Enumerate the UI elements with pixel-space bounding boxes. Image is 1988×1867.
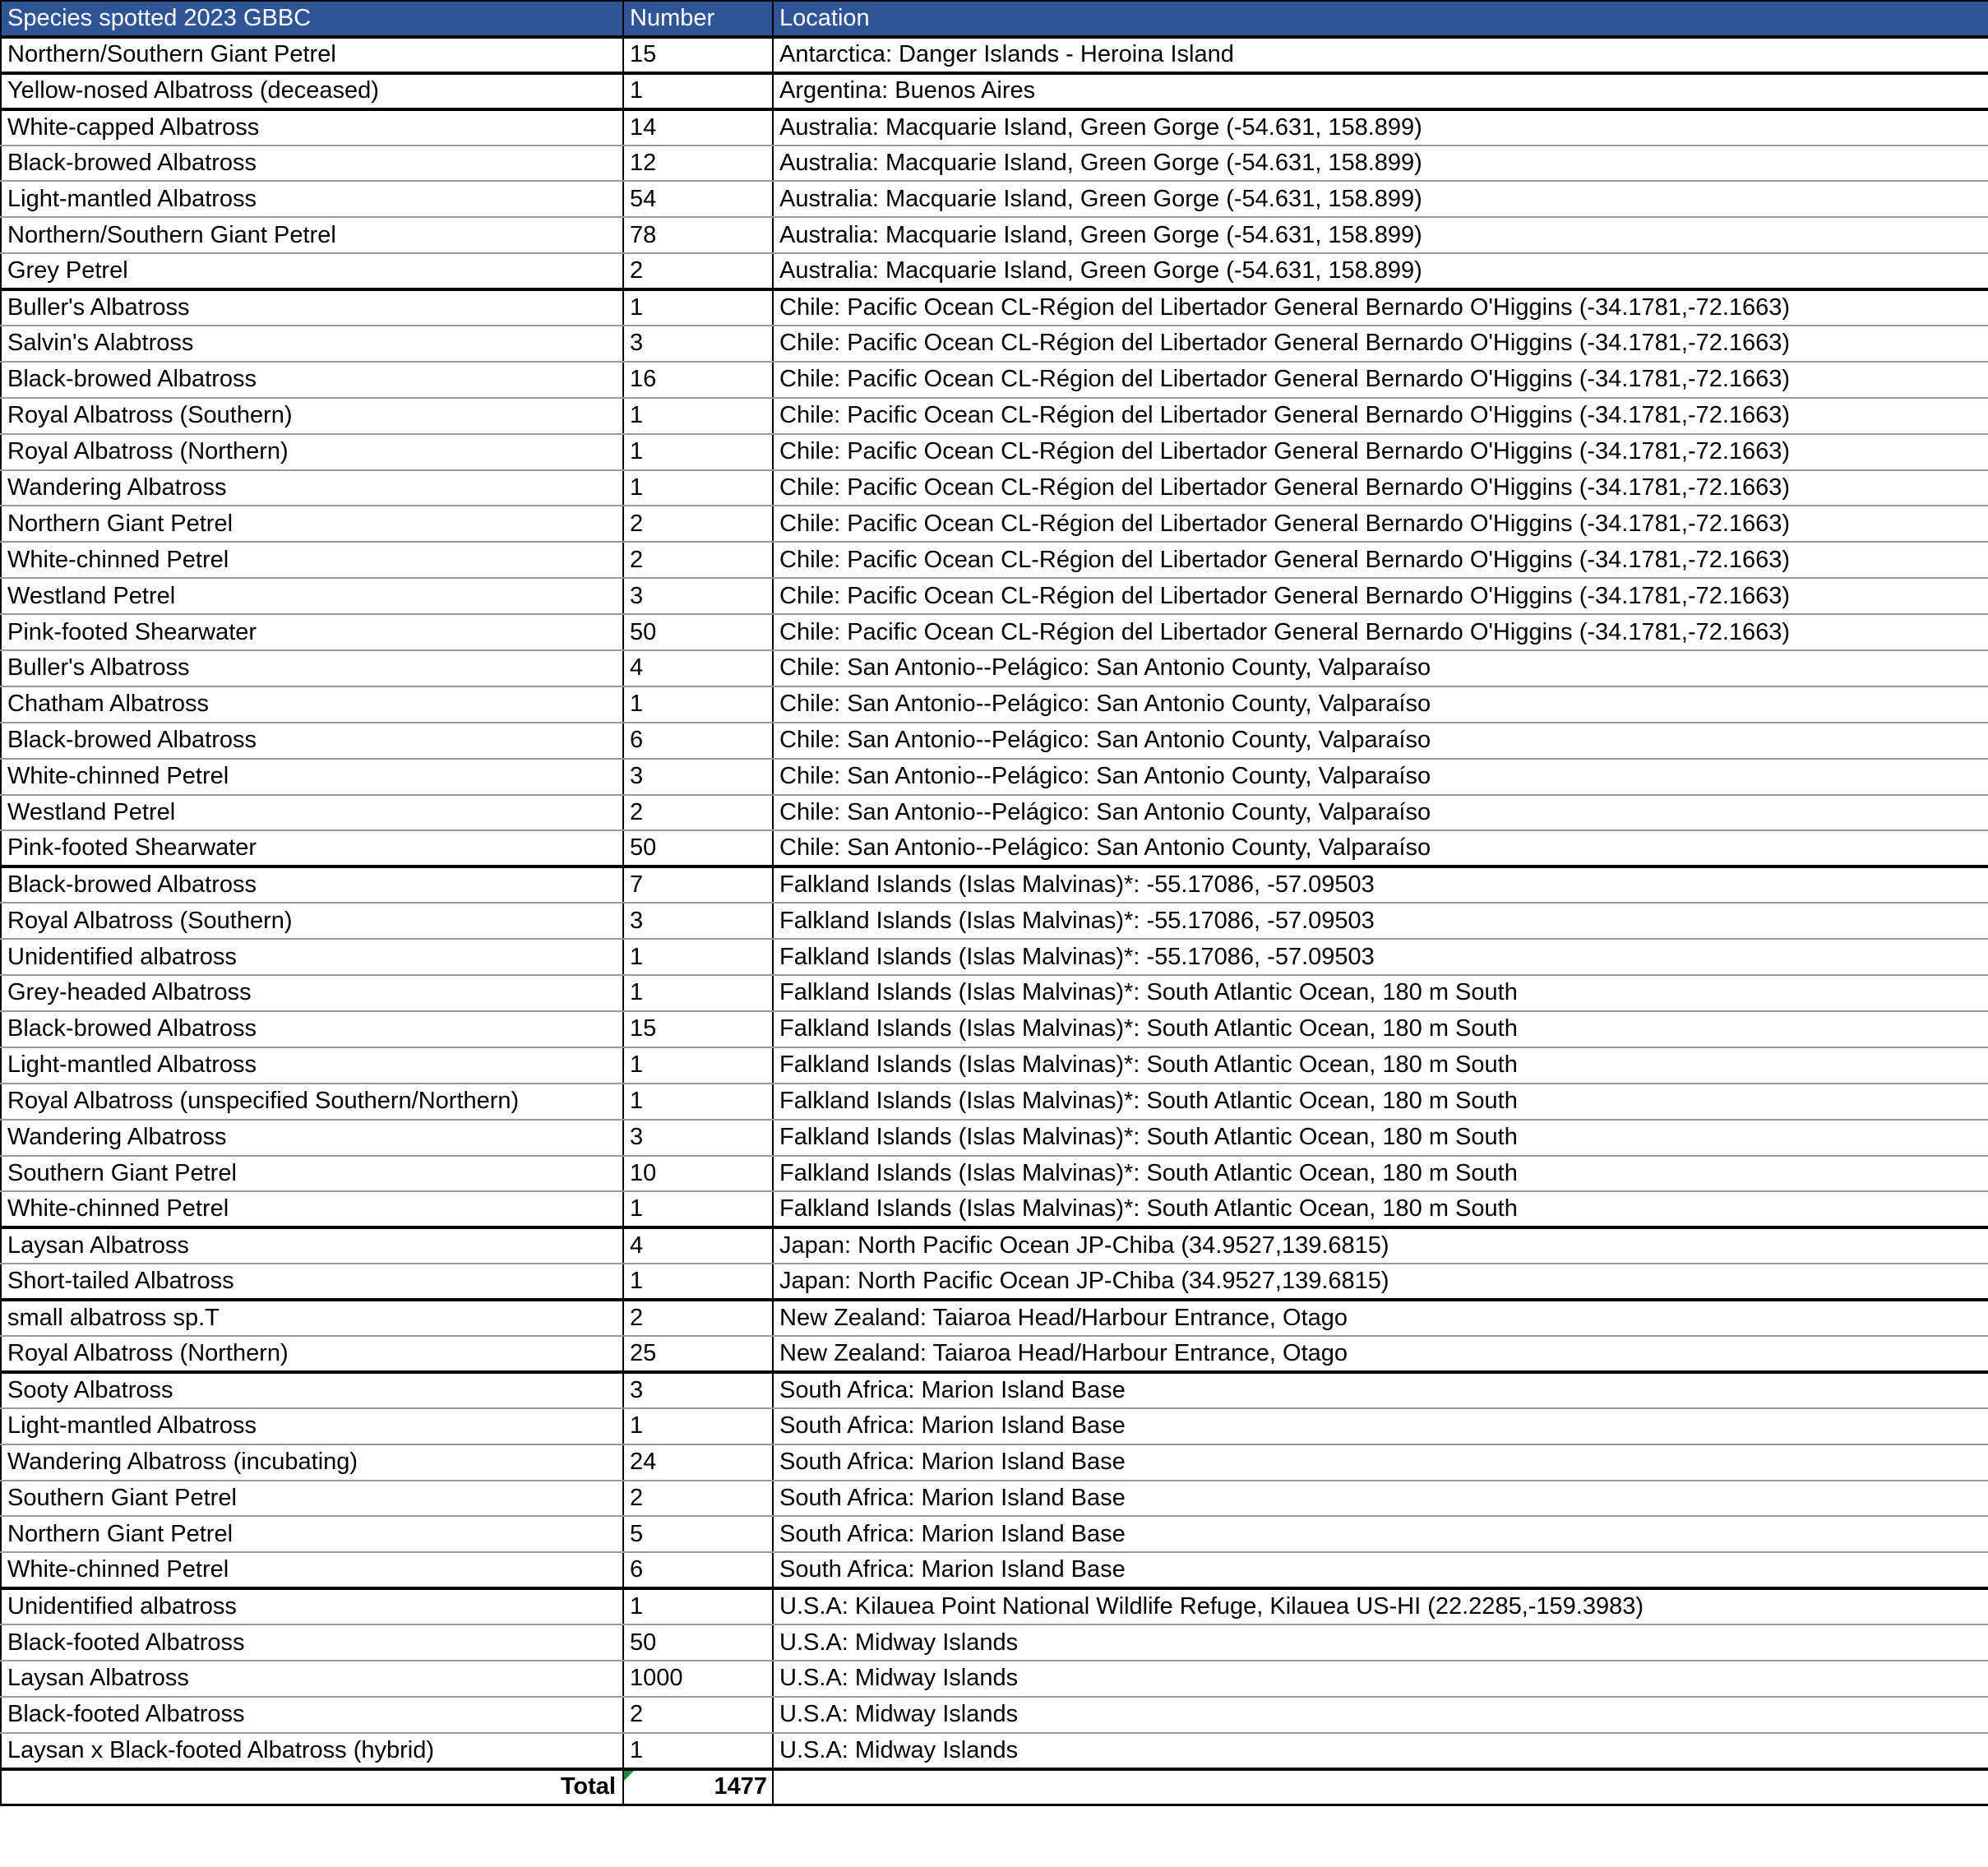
location-cell[interactable]: Chile: San Antonio--Pelágico: San Antonio County, Valparaíso bbox=[773, 795, 1988, 831]
location-cell[interactable]: Chile: Pacific Ocean CL-Région del Libertador General Bernardo O'Higgins (-34.1781,-72.1663) bbox=[773, 289, 1988, 326]
location-cell[interactable]: Falkland Islands (Islas Malvinas)*: South Atlantic Ocean, 180 m South bbox=[773, 1084, 1988, 1120]
species-cell[interactable]: Northern Giant Petrel bbox=[1, 1516, 623, 1552]
location-cell[interactable]: Chile: Pacific Ocean CL-Région del Libertador General Bernardo O'Higgins (-34.1781,-72.1663) bbox=[773, 398, 1988, 434]
table-row bbox=[1, 759, 1988, 795]
location-cell[interactable]: Chile: Pacific Ocean CL-Région del Libertador General Bernardo O'Higgins (-34.1781,-72.1663) bbox=[773, 542, 1988, 578]
location-cell[interactable]: Chile: Pacific Ocean CL-Région del Libertador General Bernardo O'Higgins (-34.1781,-72.1663) bbox=[773, 326, 1988, 362]
location-cell[interactable]: Chile: San Antonio--Pelágico: San Antonio County, Valparaíso bbox=[773, 830, 1988, 866]
number-cell[interactable]: 2 bbox=[623, 506, 773, 542]
number-cell[interactable]: 12 bbox=[623, 146, 773, 182]
number-cell[interactable]: 5 bbox=[623, 1516, 773, 1552]
table-row bbox=[1, 903, 1988, 939]
number-cell[interactable]: 1 bbox=[623, 398, 773, 434]
location-cell[interactable]: Chile: Pacific Ocean CL-Région del Libertador General Bernardo O'Higgins (-34.1781,-72.1663) bbox=[773, 578, 1988, 614]
species-cell[interactable]: White-chinned Petrel bbox=[1, 542, 623, 578]
number-cell[interactable]: 6 bbox=[623, 723, 773, 759]
location-cell[interactable]: Chile: San Antonio--Pelágico: San Antonio County, Valparaíso bbox=[773, 650, 1988, 686]
table-row bbox=[1, 1408, 1988, 1444]
table-row bbox=[1, 434, 1988, 470]
table-row bbox=[1, 1444, 1988, 1481]
species-cell[interactable]: Laysan Albatross bbox=[1, 1661, 623, 1697]
table-row bbox=[1, 650, 1988, 686]
table-row bbox=[1, 1084, 1988, 1120]
species-cell[interactable]: Buller's Albatross bbox=[1, 650, 623, 686]
location-cell[interactable]: South Africa: Marion Island Base bbox=[773, 1444, 1988, 1481]
number-cell[interactable]: 16 bbox=[623, 362, 773, 398]
table-row bbox=[1, 866, 1988, 903]
location-cell[interactable]: Australia: Macquarie Island, Green Gorge (-54.631, 158.899) bbox=[773, 146, 1988, 182]
species-cell[interactable]: Chatham Albatross bbox=[1, 686, 623, 723]
total-row bbox=[1, 1769, 1988, 1805]
location-cell[interactable]: Chile: Pacific Ocean CL-Région del Libertador General Bernardo O'Higgins (-34.1781,-72.1663) bbox=[773, 470, 1988, 506]
species-cell[interactable]: Black-footed Albatross bbox=[1, 1697, 623, 1733]
number-cell[interactable]: 24 bbox=[623, 1444, 773, 1481]
table-row bbox=[1, 542, 1988, 578]
table-row bbox=[1, 1733, 1988, 1769]
species-cell[interactable]: Royal Albatross (unspecified Southern/Northern) bbox=[1, 1084, 623, 1120]
species-cell[interactable]: Salvin's Alabtross bbox=[1, 326, 623, 362]
location-cell[interactable]: South Africa: Marion Island Base bbox=[773, 1372, 1988, 1408]
header-location[interactable]: Location bbox=[773, 1, 1988, 37]
table-row bbox=[1, 1191, 1988, 1227]
location-cell[interactable]: U.S.A: Kilauea Point National Wildlife Refuge, Kilauea US-HI (22.2285,-159.3983) bbox=[773, 1588, 1988, 1624]
species-cell[interactable]: Short-tailed Albatross bbox=[1, 1264, 623, 1300]
table-row bbox=[1, 939, 1988, 975]
table-row bbox=[1, 686, 1988, 723]
location-cell[interactable]: Chile: Pacific Ocean CL-Région del Libertador General Bernardo O'Higgins (-34.1781,-72.1663) bbox=[773, 362, 1988, 398]
number-cell[interactable]: 50 bbox=[623, 830, 773, 866]
location-cell[interactable]: South Africa: Marion Island Base bbox=[773, 1552, 1988, 1588]
table-row bbox=[1, 253, 1988, 289]
number-cell[interactable]: 7 bbox=[623, 866, 773, 903]
species-cell[interactable]: White-chinned Petrel bbox=[1, 1552, 623, 1588]
location-cell[interactable]: Japan: North Pacific Ocean JP-Chiba (34.9527,139.6815) bbox=[773, 1264, 1988, 1300]
number-cell[interactable]: 3 bbox=[623, 903, 773, 939]
species-cell[interactable]: Laysan x Black-footed Albatross (hybrid) bbox=[1, 1733, 623, 1769]
number-cell[interactable]: 1 bbox=[623, 686, 773, 723]
species-cell[interactable]: Northern Giant Petrel bbox=[1, 506, 623, 542]
species-cell[interactable]: Royal Albatross (Northern) bbox=[1, 434, 623, 470]
total-empty-cell[interactable] bbox=[773, 1769, 1988, 1805]
species-cell[interactable]: Southern Giant Petrel bbox=[1, 1481, 623, 1517]
species-cell[interactable]: Westland Petrel bbox=[1, 578, 623, 614]
number-cell[interactable]: 1 bbox=[623, 470, 773, 506]
location-cell[interactable]: Chile: Pacific Ocean CL-Région del Libertador General Bernardo O'Higgins (-34.1781,-72.1663) bbox=[773, 614, 1988, 650]
location-cell[interactable]: Australia: Macquarie Island, Green Gorge (-54.631, 158.899) bbox=[773, 109, 1988, 146]
total-value: 1477 bbox=[714, 1773, 767, 1800]
location-cell[interactable]: Chile: Pacific Ocean CL-Région del Libertador General Bernardo O'Higgins (-34.1781,-72.1663) bbox=[773, 434, 1988, 470]
number-cell[interactable]: 15 bbox=[623, 37, 773, 73]
species-cell[interactable]: Black-browed Albatross bbox=[1, 146, 623, 182]
location-cell[interactable]: Argentina: Buenos Aires bbox=[773, 73, 1988, 109]
table-row bbox=[1, 830, 1988, 866]
table-row bbox=[1, 1624, 1988, 1661]
table-row bbox=[1, 362, 1988, 398]
number-cell[interactable]: 1 bbox=[623, 434, 773, 470]
location-cell[interactable]: New Zealand: Taiaroa Head/Harbour Entrance, Otago bbox=[773, 1300, 1988, 1336]
table-row bbox=[1, 1588, 1988, 1624]
location-cell[interactable]: Falkland Islands (Islas Malvinas)*: -55.17086, -57.09503 bbox=[773, 866, 1988, 903]
number-cell[interactable]: 4 bbox=[623, 650, 773, 686]
location-cell[interactable]: Chile: San Antonio--Pelágico: San Antonio County, Valparaíso bbox=[773, 759, 1988, 795]
number-cell[interactable]: 54 bbox=[623, 181, 773, 217]
header-number[interactable]: Number bbox=[623, 1, 773, 37]
table-row bbox=[1, 289, 1988, 326]
number-cell[interactable]: 2 bbox=[623, 253, 773, 289]
location-cell[interactable]: Chile: Pacific Ocean CL-Région del Libertador General Bernardo O'Higgins (-34.1781,-72.1663) bbox=[773, 506, 1988, 542]
species-cell[interactable]: Wandering Albatross bbox=[1, 1120, 623, 1156]
table-row bbox=[1, 470, 1988, 506]
species-cell[interactable]: Light-mantled Albatross bbox=[1, 181, 623, 217]
location-cell[interactable]: U.S.A: Midway Islands bbox=[773, 1661, 1988, 1697]
species-cell[interactable]: Light-mantled Albatross bbox=[1, 1408, 623, 1444]
formula-indicator-icon bbox=[624, 1771, 634, 1781]
location-cell[interactable]: Falkland Islands (Islas Malvinas)*: South Atlantic Ocean, 180 m South bbox=[773, 975, 1988, 1011]
species-cell[interactable]: Black-browed Albatross bbox=[1, 723, 623, 759]
table-row bbox=[1, 1516, 1988, 1552]
table-row bbox=[1, 795, 1988, 831]
species-cell[interactable]: small albatross sp.T bbox=[1, 1300, 623, 1336]
table-row bbox=[1, 1481, 1988, 1517]
number-cell[interactable]: 3 bbox=[623, 1120, 773, 1156]
location-cell[interactable]: Australia: Macquarie Island, Green Gorge (-54.631, 158.899) bbox=[773, 217, 1988, 253]
location-cell[interactable]: Falkland Islands (Islas Malvinas)*: -55.17086, -57.09503 bbox=[773, 939, 1988, 975]
species-cell[interactable]: Grey-headed Albatross bbox=[1, 975, 623, 1011]
number-cell[interactable]: 1 bbox=[623, 1264, 773, 1300]
number-cell[interactable]: 50 bbox=[623, 614, 773, 650]
location-cell[interactable]: Australia: Macquarie Island, Green Gorge (-54.631, 158.899) bbox=[773, 181, 1988, 217]
species-cell[interactable]: Pink-footed Shearwater bbox=[1, 830, 623, 866]
number-cell[interactable]: 3 bbox=[623, 326, 773, 362]
species-cell[interactable]: Royal Albatross (Southern) bbox=[1, 903, 623, 939]
number-cell[interactable]: 1 bbox=[623, 939, 773, 975]
table-row bbox=[1, 217, 1988, 253]
table-row bbox=[1, 326, 1988, 362]
number-cell[interactable]: 1 bbox=[623, 1191, 773, 1227]
number-cell[interactable]: 1 bbox=[623, 73, 773, 109]
number-cell[interactable]: 1000 bbox=[623, 1661, 773, 1697]
number-cell[interactable]: 1 bbox=[623, 1047, 773, 1084]
location-cell[interactable]: U.S.A: Midway Islands bbox=[773, 1697, 1988, 1733]
number-cell[interactable]: 1 bbox=[623, 1408, 773, 1444]
table-body bbox=[1, 37, 1988, 1769]
number-cell[interactable]: 2 bbox=[623, 542, 773, 578]
number-cell[interactable]: 25 bbox=[623, 1336, 773, 1372]
number-cell[interactable]: 1 bbox=[623, 975, 773, 1011]
location-cell[interactable]: South Africa: Marion Island Base bbox=[773, 1481, 1988, 1517]
number-cell[interactable]: 78 bbox=[623, 217, 773, 253]
table-row bbox=[1, 109, 1988, 146]
species-cell[interactable]: Westland Petrel bbox=[1, 795, 623, 831]
species-cell[interactable]: Black-browed Albatross bbox=[1, 362, 623, 398]
number-cell[interactable]: 6 bbox=[623, 1552, 773, 1588]
table-row bbox=[1, 1697, 1988, 1733]
location-cell[interactable]: Falkland Islands (Islas Malvinas)*: South Atlantic Ocean, 180 m South bbox=[773, 1011, 1988, 1047]
table-row bbox=[1, 1552, 1988, 1588]
table-row bbox=[1, 578, 1988, 614]
header-species[interactable]: Species spotted 2023 GBBC bbox=[1, 1, 623, 37]
species-cell[interactable]: Black-footed Albatross bbox=[1, 1624, 623, 1661]
location-cell[interactable]: New Zealand: Taiaroa Head/Harbour Entrance, Otago bbox=[773, 1336, 1988, 1372]
location-cell[interactable]: U.S.A: Midway Islands bbox=[773, 1733, 1988, 1769]
table-row bbox=[1, 1661, 1988, 1697]
species-cell[interactable]: Black-browed Albatross bbox=[1, 1011, 623, 1047]
species-cell[interactable]: Wandering Albatross bbox=[1, 470, 623, 506]
species-cell[interactable]: Southern Giant Petrel bbox=[1, 1156, 623, 1192]
table-row bbox=[1, 1336, 1988, 1372]
location-cell[interactable]: Falkland Islands (Islas Malvinas)*: -55.17086, -57.09503 bbox=[773, 903, 1988, 939]
table-row bbox=[1, 1227, 1988, 1264]
table-row bbox=[1, 398, 1988, 434]
species-cell[interactable]: Pink-footed Shearwater bbox=[1, 614, 623, 650]
species-cell[interactable]: White-chinned Petrel bbox=[1, 759, 623, 795]
table-row bbox=[1, 975, 1988, 1011]
number-cell[interactable]: 14 bbox=[623, 109, 773, 146]
species-cell[interactable]: Buller's Albatross bbox=[1, 289, 623, 326]
number-cell[interactable]: 2 bbox=[623, 1300, 773, 1336]
table-row bbox=[1, 146, 1988, 182]
table-row bbox=[1, 1047, 1988, 1084]
table-row bbox=[1, 1300, 1988, 1336]
table-row bbox=[1, 506, 1988, 542]
number-cell[interactable]: 50 bbox=[623, 1624, 773, 1661]
species-cell[interactable]: Light-mantled Albatross bbox=[1, 1047, 623, 1084]
location-cell[interactable]: South Africa: Marion Island Base bbox=[773, 1516, 1988, 1552]
location-cell[interactable]: Falkland Islands (Islas Malvinas)*: South Atlantic Ocean, 180 m South bbox=[773, 1120, 1988, 1156]
number-cell[interactable]: 2 bbox=[623, 1481, 773, 1517]
location-cell[interactable]: Chile: San Antonio--Pelágico: San Antonio County, Valparaíso bbox=[773, 686, 1988, 723]
table-row bbox=[1, 1120, 1988, 1156]
location-cell[interactable]: South Africa: Marion Island Base bbox=[773, 1408, 1988, 1444]
location-cell[interactable]: Japan: North Pacific Ocean JP-Chiba (34.9527,139.6815) bbox=[773, 1227, 1988, 1264]
location-cell[interactable]: Antarctica: Danger Islands - Heroina Island bbox=[773, 37, 1988, 73]
location-cell[interactable]: Falkland Islands (Islas Malvinas)*: South Atlantic Ocean, 180 m South bbox=[773, 1156, 1988, 1192]
number-cell[interactable]: 3 bbox=[623, 759, 773, 795]
number-cell[interactable]: 15 bbox=[623, 1011, 773, 1047]
species-cell[interactable]: Unidentified albatross bbox=[1, 1588, 623, 1624]
species-cell[interactable]: Yellow-nosed Albatross (deceased) bbox=[1, 73, 623, 109]
number-cell[interactable]: 4 bbox=[623, 1227, 773, 1264]
number-cell[interactable]: 1 bbox=[623, 1733, 773, 1769]
number-cell[interactable]: 1 bbox=[623, 1084, 773, 1120]
number-cell[interactable]: 1 bbox=[623, 289, 773, 326]
number-cell[interactable]: 2 bbox=[623, 795, 773, 831]
species-cell[interactable]: Black-browed Albatross bbox=[1, 866, 623, 903]
total-value-cell[interactable] bbox=[623, 1769, 773, 1805]
location-cell[interactable]: Falkland Islands (Islas Malvinas)*: South Atlantic Ocean, 180 m South bbox=[773, 1191, 1988, 1227]
species-cell[interactable]: Wandering Albatross (incubating) bbox=[1, 1444, 623, 1481]
number-cell[interactable]: 2 bbox=[623, 1697, 773, 1733]
header-row bbox=[1, 1, 1988, 37]
location-cell[interactable]: Australia: Macquarie Island, Green Gorge (-54.631, 158.899) bbox=[773, 253, 1988, 289]
species-cell[interactable]: Royal Albatross (Northern) bbox=[1, 1336, 623, 1372]
number-cell[interactable]: 1 bbox=[623, 1588, 773, 1624]
species-cell[interactable]: White-capped Albatross bbox=[1, 109, 623, 146]
location-cell[interactable]: Chile: San Antonio--Pelágico: San Antonio County, Valparaíso bbox=[773, 723, 1988, 759]
species-cell[interactable]: White-chinned Petrel bbox=[1, 1191, 623, 1227]
table-row bbox=[1, 1011, 1988, 1047]
number-cell[interactable]: 10 bbox=[623, 1156, 773, 1192]
table-row bbox=[1, 614, 1988, 650]
species-cell[interactable]: Northern/Southern Giant Petrel bbox=[1, 217, 623, 253]
species-cell[interactable]: Sooty Albatross bbox=[1, 1372, 623, 1408]
table-row bbox=[1, 73, 1988, 109]
number-cell[interactable]: 3 bbox=[623, 578, 773, 614]
table-row bbox=[1, 1372, 1988, 1408]
total-label[interactable]: Total bbox=[1, 1769, 623, 1805]
location-cell[interactable]: Falkland Islands (Islas Malvinas)*: South Atlantic Ocean, 180 m South bbox=[773, 1047, 1988, 1084]
table-row bbox=[1, 181, 1988, 217]
species-cell[interactable]: Northern/Southern Giant Petrel bbox=[1, 37, 623, 73]
location-cell[interactable]: U.S.A: Midway Islands bbox=[773, 1624, 1988, 1661]
species-cell[interactable]: Unidentified albatross bbox=[1, 939, 623, 975]
table-row bbox=[1, 1264, 1988, 1300]
number-cell[interactable]: 3 bbox=[623, 1372, 773, 1408]
table-row bbox=[1, 723, 1988, 759]
species-cell[interactable]: Royal Albatross (Southern) bbox=[1, 398, 623, 434]
table-row bbox=[1, 1156, 1988, 1192]
species-cell[interactable]: Laysan Albatross bbox=[1, 1227, 623, 1264]
table-row bbox=[1, 37, 1988, 73]
species-cell[interactable]: Grey Petrel bbox=[1, 253, 623, 289]
